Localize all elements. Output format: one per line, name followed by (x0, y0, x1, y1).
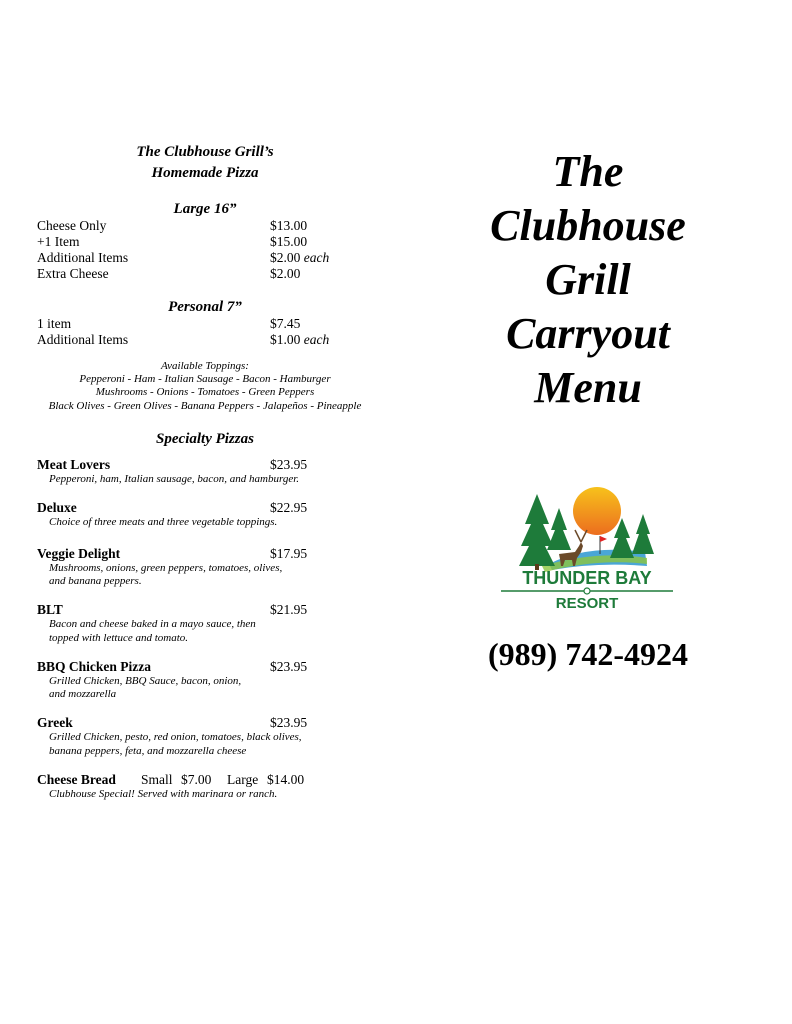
large-pizza-header: Large 16” (173, 201, 237, 217)
item-price (270, 234, 307, 250)
item-name: +1 Item (37, 234, 80, 249)
price-value: $1.00 (270, 332, 301, 347)
item-price (270, 250, 329, 266)
specialty-row (37, 500, 373, 516)
cheese-bread-desc: Clubhouse Special! Served with marinara or ranch. (49, 788, 278, 800)
toppings-line: Mushrooms - Onions - Tomatoes - Green Peppers (95, 386, 315, 398)
specialty-name: Meat Lovers (37, 457, 111, 472)
specialty-desc: Grilled Chicken, pesto, red onion, tomatoes, black olives, (49, 731, 302, 743)
specialty-desc: Grilled Chicken, BBQ Sauce, bacon, onion, (49, 675, 242, 687)
menu-row (37, 316, 373, 332)
sun-icon (573, 487, 621, 535)
thunder-bay-resort-logo (497, 484, 677, 614)
item-name: Extra Cheese (37, 266, 109, 281)
personal-pizza-header: Personal 7” (168, 299, 242, 315)
specialty-desc: and mozzarella (49, 688, 117, 700)
item-name: Additional Items (37, 332, 129, 347)
specialty-desc: and banana peppers. (49, 575, 142, 587)
menu-title-line1: The Clubhouse Grill’s (136, 144, 274, 160)
specialty-row (37, 546, 373, 562)
item-price (270, 266, 300, 282)
cover-title-line: The (552, 147, 624, 196)
specialty-row (37, 659, 373, 675)
specialty-name: Greek (37, 715, 73, 730)
cheese-bread-small-price: $7.00 (181, 772, 212, 787)
specialty-desc: banana peppers, feta, and mozzarella cheese (49, 745, 247, 757)
cheese-bread-name: Cheese Bread (37, 772, 116, 787)
price-value: $2.00 (270, 266, 301, 281)
phone-number: (989) 742-4924 (488, 636, 688, 672)
specialty-row (37, 602, 373, 618)
cover-title-line: Clubhouse (490, 201, 686, 250)
specialty-price: $23.95 (270, 457, 308, 472)
specialty-desc: topped with lettuce and tomato. (49, 632, 189, 644)
cover-title-line: Carryout (506, 309, 670, 358)
price-value: $13.00 (270, 218, 308, 233)
menu-row (37, 266, 373, 282)
toppings-line: Pepperoni - Ham - Italian Sausage - Bacon - Hamburger (79, 373, 331, 385)
item-name: Additional Items (37, 250, 129, 265)
logo-name-line1: THUNDER BAY (522, 568, 652, 588)
price-value: $7.45 (270, 316, 301, 331)
cover-title-line: Menu (534, 363, 642, 412)
specialty-name: BLT (37, 602, 63, 617)
specialty-desc: Pepperoni, ham, Italian sausage, bacon, and hamburger. (49, 473, 300, 485)
menu-row (37, 234, 373, 250)
specialty-price: $17.95 (270, 546, 308, 561)
specialty-price: $23.95 (270, 715, 308, 730)
cheese-bread-large-price: $14.00 (267, 772, 305, 787)
specialty-header: Specialty Pizzas (156, 431, 254, 447)
price-suffix: each (303, 250, 330, 265)
specialty-price: $22.95 (270, 500, 308, 515)
specialty-desc: Choice of three meats and three vegetable toppings. (49, 516, 278, 528)
specialty-desc: Bacon and cheese baked in a mayo sauce, then (49, 618, 256, 630)
specialty-desc: Mushrooms, onions, green peppers, tomatoes, olives, (49, 562, 283, 574)
cheese-bread-large-label: Large (227, 772, 259, 787)
price-value: $15.00 (270, 234, 308, 249)
cover-title-line: Grill (545, 255, 631, 304)
item-name: Cheese Only (37, 218, 107, 233)
item-name: 1 item (37, 316, 72, 331)
logo-name-line2: RESORT (555, 595, 619, 612)
item-price (270, 218, 307, 234)
cheese-bread-row (37, 772, 373, 788)
specialty-name: BBQ Chicken Pizza (37, 659, 151, 674)
cheese-bread-small-label: Small (141, 772, 173, 787)
menu-row (37, 250, 373, 266)
toppings-line: Black Olives - Green Olives - Banana Peppers - Jalapeños - Pineapple (48, 400, 362, 412)
specialty-name: Deluxe (37, 500, 77, 515)
toppings-label: Available Toppings: (161, 360, 249, 372)
menu-title-line2: Homemade Pizza (151, 165, 259, 181)
specialty-name: Veggie Delight (37, 546, 121, 561)
price-suffix: each (303, 332, 330, 347)
price-value: $2.00 (270, 250, 301, 265)
logo-divider-ornament-icon (584, 588, 590, 594)
menu-row (37, 332, 373, 348)
item-price (270, 316, 300, 332)
menu-row (37, 218, 373, 234)
specialty-price: $23.95 (270, 659, 308, 674)
specialty-price: $21.95 (270, 602, 308, 617)
specialty-row (37, 715, 373, 731)
item-price (270, 332, 329, 348)
specialty-row (37, 457, 373, 473)
